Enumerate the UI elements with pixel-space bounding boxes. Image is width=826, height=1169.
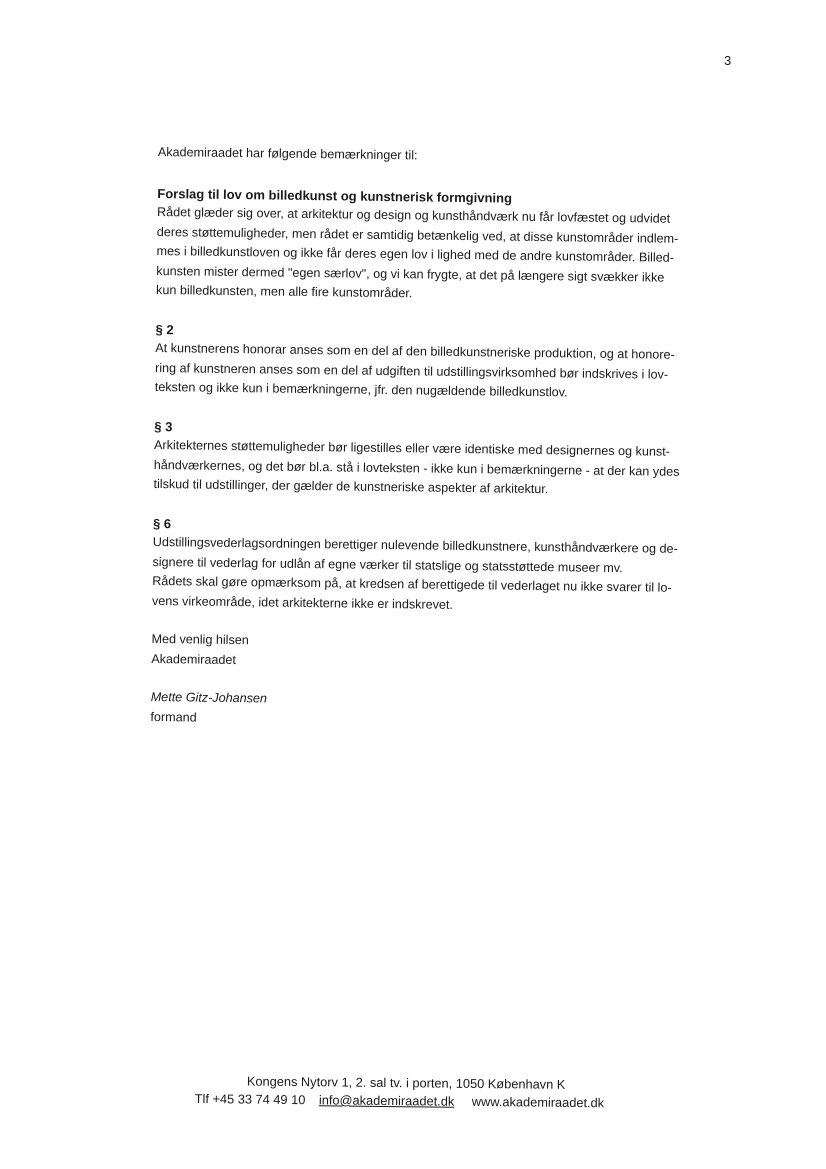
section-line: vens virkeområde, idet arkitekterne ikke er indskrevet. [151,593,454,612]
section-line: håndværkernes, og det bør bl.a. stå i lovteksten - ikke kun i bemærkningerne - at der kan ydes [153,457,680,479]
page-number: 3 [724,53,732,68]
signature-block [150,688,720,734]
section-line: Rådet glæder sig over, at arkitektur og design og kunsthåndværk nu får lovfæstet og udvidet [157,204,671,226]
section-line: kun billedkunsten, men alle fire kunstområder. [155,282,413,301]
section-line: Arkitekternes støttemuligheder bør ligestilles eller være identiske med designernes og kunst- [153,437,670,459]
section-paragraph-2 [155,319,726,404]
signature-title: formand [150,709,197,725]
section-heading: § 2 [155,321,174,337]
closing-greeting: Med venlig hilsen [151,631,249,648]
section-line: signere til vederlag for udlån af egne værker til statslige og statsstøttede museer mv. [152,554,623,575]
section-line: tilskud til udstillinger, der gælder de kunstneriske aspekter af arkitektur. [153,476,549,497]
footer-website-link[interactable]: www.akademiraadet.dk [471,1093,605,1111]
section-line: kunsten mister dermed "egen særlov", og vi kan frygte, at det på længere sigt svækker ikke [156,263,665,285]
closing-block [151,630,721,676]
section-heading: Forslag til lov om billedkunst og kunstnerisk formgivning [157,185,513,206]
section-line: deres støttemuligheder, men rådet er samtidig betænkelig ved, at disse kunstområder indlem- [156,224,679,246]
footer-address: Kongens Nytorv 1, 2. sal tv. i porten, 1050 København K [246,1073,566,1092]
footer-contact [195,1090,635,1113]
section-line: ring af kunstneren anses som en del af udgiften til udstillingsvirksomhed bør indskrives i lov- [154,360,669,382]
section-line: Rådets skal gøre opmærksom på, at kredsen af berettigede til vederlaget nu ikke svarer til lo- [152,573,672,595]
section-line: teksten og ikke kun i bemærkningerne, jfr. den nugældende billedkunstlov. [154,379,568,400]
section-paragraph-3 [153,416,724,501]
intro-text: Akademiraadet har følgende bemærkninger til: [157,144,418,163]
footer-phone: Tlf +45 33 74 49 10 [194,1090,306,1108]
signature-name: Mette Gitz-Johansen [150,689,268,706]
footer-email-link[interactable]: info@akademiraadet.dk [318,1092,455,1109]
section-paragraph-6 [152,513,723,618]
closing-organization: Akademiraadet [151,651,237,667]
section-line: At kunstnerens honorar anses som en del af den billedkunstneriske produktion, og at honore- [155,340,675,362]
letter-body [150,143,728,734]
section-line: Udstillingsvederlagsordningen berettiger nulevende billedkunstnere, kunsthåndværkere og de- [152,534,678,556]
section-line: mes i billedkunstloven og ikke får deres egen lov i lighed med de andre kunstområder. Billed- [156,243,674,265]
section-heading: § 6 [152,515,172,531]
footer [195,1072,635,1113]
section-heading: § 3 [154,418,173,434]
section-bill [156,183,727,307]
